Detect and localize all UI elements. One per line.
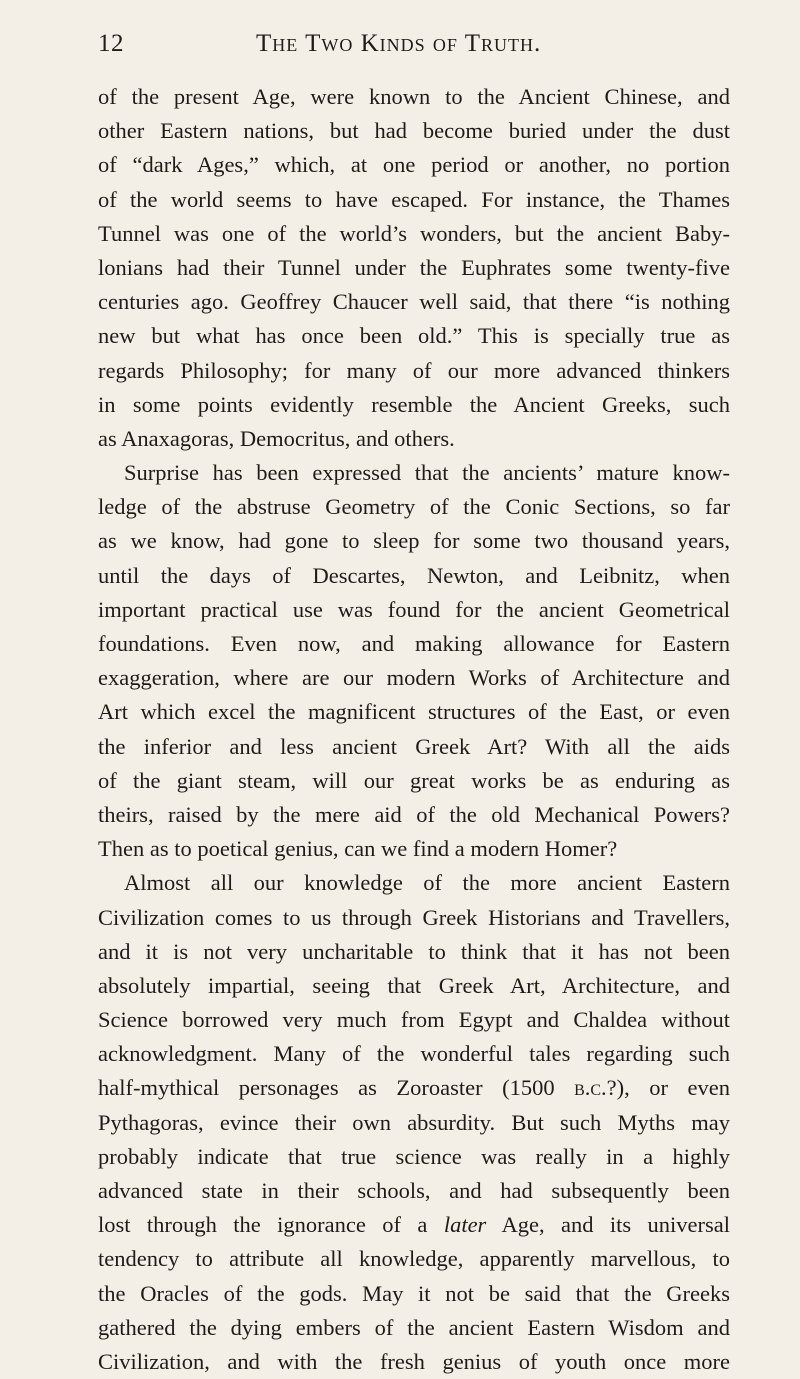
text-line: ledge of the abstruse Geometry of the Conic Sections, so far <box>98 494 730 520</box>
text-line <box>98 1071 730 1105</box>
text-line: as we know, had gone to sleep for some two thousand years, <box>98 528 730 554</box>
text-line: gathered the dying embers of the ancient Eastern Wisdom and <box>98 1314 730 1340</box>
small-caps-abbreviation: b.c. <box>574 1075 607 1101</box>
text-line: of the world seems to have escaped. For instance, the Thames <box>98 186 730 212</box>
text-line: until the days of Descartes, Newton, and Leibnitz, when <box>98 562 730 588</box>
text-line: of the present Age, were known to the Ancient Chinese, and <box>98 84 730 109</box>
running-title: The Two Kinds of Truth. <box>256 30 542 57</box>
text-line: Civilization comes to us through Greek Historians and Travellers, <box>98 904 730 930</box>
text-line: tendency to attribute all knowledge, apparently marvellous, to <box>98 1246 730 1272</box>
text-line: theirs, raised by the mere aid of the old Mechanical Powers? <box>98 801 730 827</box>
text-line: Almost all our knowledge of the more ancient Eastern <box>124 870 730 896</box>
text-line: Art which excel the magnificent structures of the East, or even <box>98 699 730 725</box>
text-line: lonians had their Tunnel under the Euphrates some twenty-five <box>98 254 730 280</box>
line-text-before: half-mythical personages as Zoroaster (1500 <box>98 1075 575 1101</box>
text-line: advanced state in their schools, and had subsequently been <box>98 1178 730 1203</box>
text-line: Pythagoras, evince their own absurdity. But such Myths may <box>98 1109 730 1135</box>
text-line: absolutely impartial, seeing that Greek Art, Architecture, and <box>98 972 730 998</box>
text-line: centuries ago. Geoffrey Chaucer well said, that there “is nothing <box>98 289 730 315</box>
text-line: Then as to poetical genius, can we find a modern Homer? <box>98 836 618 862</box>
text-line: Tunnel was one of the world’s wonders, but the ancient Baby- <box>98 220 730 246</box>
line-text-after: Age, and its universal <box>486 1212 730 1238</box>
text-line: in some points evidently resemble the Ancient Greeks, such <box>98 391 730 417</box>
page-header <box>98 30 738 70</box>
text-line: the Oracles of the gods. May it not be said that the Greeks <box>98 1280 730 1306</box>
text-line: Civilization, and with the fresh genius of youth once more <box>98 1348 730 1374</box>
page-number: 12 <box>98 30 124 57</box>
text-line: of “dark Ages,” which, at one period or another, no portion <box>98 152 730 178</box>
text-line <box>98 1208 730 1242</box>
text-line: probably indicate that true science was really in a highly <box>98 1143 730 1169</box>
text-line: as Anaxagoras, Democritus, and others. <box>98 425 455 451</box>
text-line: Science borrowed very much from Egypt and Chaldea without <box>98 1007 730 1033</box>
text-line: acknowledgment. Many of the wonderful tales regarding such <box>98 1041 730 1067</box>
text-line: other Eastern nations, but had become buried under the dust <box>98 118 730 144</box>
text-line: of the giant steam, will our great works be as enduring as <box>98 767 730 793</box>
text-line: important practical use was found for the ancient Geometrical <box>98 596 730 622</box>
text-line: regards Philosophy; for many of our more advanced thinkers <box>98 357 730 383</box>
line-text-before: lost through the ignorance of a <box>98 1212 444 1238</box>
italic-word: later <box>443 1212 487 1238</box>
text-line: the inferior and less ancient Greek Art? With all the aids <box>98 733 730 759</box>
text-line: and it is not very uncharitable to think that it has not been <box>98 938 730 964</box>
line-text-after: ?), or even <box>606 1075 730 1101</box>
body-text <box>98 80 730 1379</box>
text-line: new but what has once been old.” This is specially true as <box>98 323 730 349</box>
text-line: Surprise has been expressed that the ancients’ mature know- <box>124 460 730 486</box>
text-line: exaggeration, where are our modern Works of Architecture and <box>98 665 730 691</box>
text-line: foundations. Even now, and making allowance for Eastern <box>98 631 730 656</box>
